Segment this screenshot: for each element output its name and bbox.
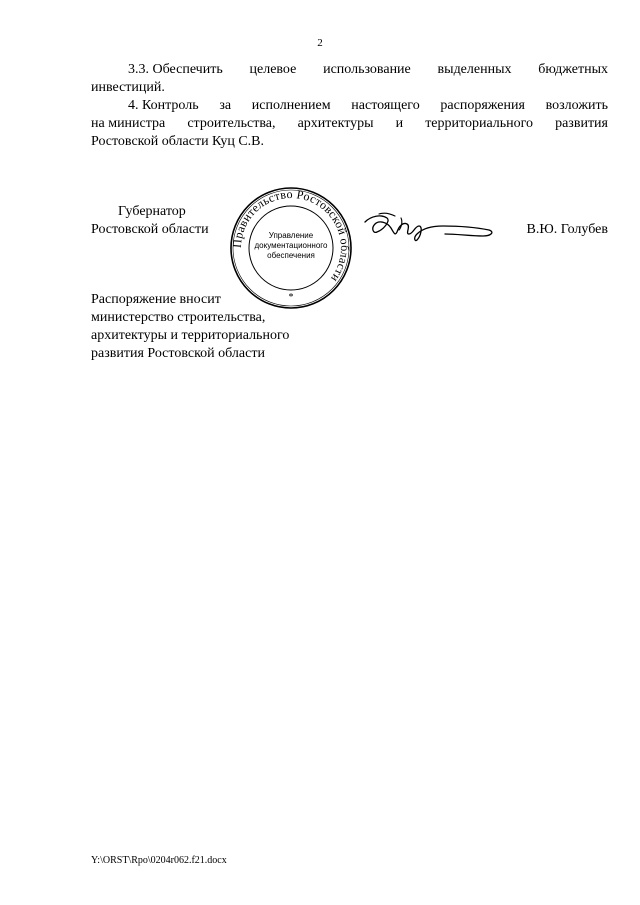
word: исполнением xyxy=(251,98,331,113)
paragraph-4 xyxy=(91,97,608,151)
stamp-inner-line-2: документационного xyxy=(254,241,328,250)
word: целевое xyxy=(249,62,297,77)
word: архитектуры xyxy=(297,116,374,131)
word: за xyxy=(219,98,232,113)
stamp-inner-line-1: Управление xyxy=(268,231,314,240)
word: 3.3. Обеспечить xyxy=(128,62,223,77)
word: и xyxy=(395,116,404,131)
word: территориального xyxy=(425,116,534,131)
paragraph-4-line-3: Ростовской области Куц С.В. xyxy=(91,134,265,149)
submitted-by-line-3: архитектуры и территориального xyxy=(91,328,290,343)
submitted-by-line-4: развития Ростовской области xyxy=(91,346,265,361)
signature-block xyxy=(91,186,608,303)
paragraph-3-3-line-1 xyxy=(91,61,608,79)
submitted-by-line-2: министерство строительства, xyxy=(91,310,266,325)
handwritten-signature xyxy=(361,208,501,244)
word: возложить xyxy=(545,98,608,113)
paragraph-4-line-1 xyxy=(91,97,608,115)
word: выделенных xyxy=(437,62,512,77)
word: бюджетных xyxy=(538,62,608,77)
signer-position-line-1: Губернатор xyxy=(118,204,186,219)
word: использование xyxy=(323,62,411,77)
word: на министра xyxy=(91,116,166,131)
word: строительства, xyxy=(187,116,276,131)
submitted-by-note xyxy=(91,291,289,363)
page-number: 2 xyxy=(317,37,323,49)
paragraph-3-3 xyxy=(91,61,608,97)
submitted-by-line-1: Распоряжение вносит xyxy=(91,292,221,307)
signer-name: В.Ю. Голубев xyxy=(526,222,608,237)
word: 4. Контроль xyxy=(128,98,199,113)
signer-position-line-2: Ростовской области xyxy=(91,222,209,237)
word: развития xyxy=(555,116,608,131)
word: настоящего xyxy=(351,98,420,113)
paragraph-3-3-line-2: инвестиций. xyxy=(91,80,165,95)
stamp-star: * xyxy=(288,292,294,303)
footer-file-path: Y:\ORST\Rpo\0204r062.f21.docx xyxy=(91,855,227,866)
stamp-inner-line-3: обеспечения xyxy=(267,251,315,260)
paragraph-4-line-2 xyxy=(91,115,608,133)
stamp-outer-text: Правительство Ростовской области xyxy=(229,186,353,286)
signer-position xyxy=(91,203,209,239)
word: распоряжения xyxy=(440,98,525,113)
